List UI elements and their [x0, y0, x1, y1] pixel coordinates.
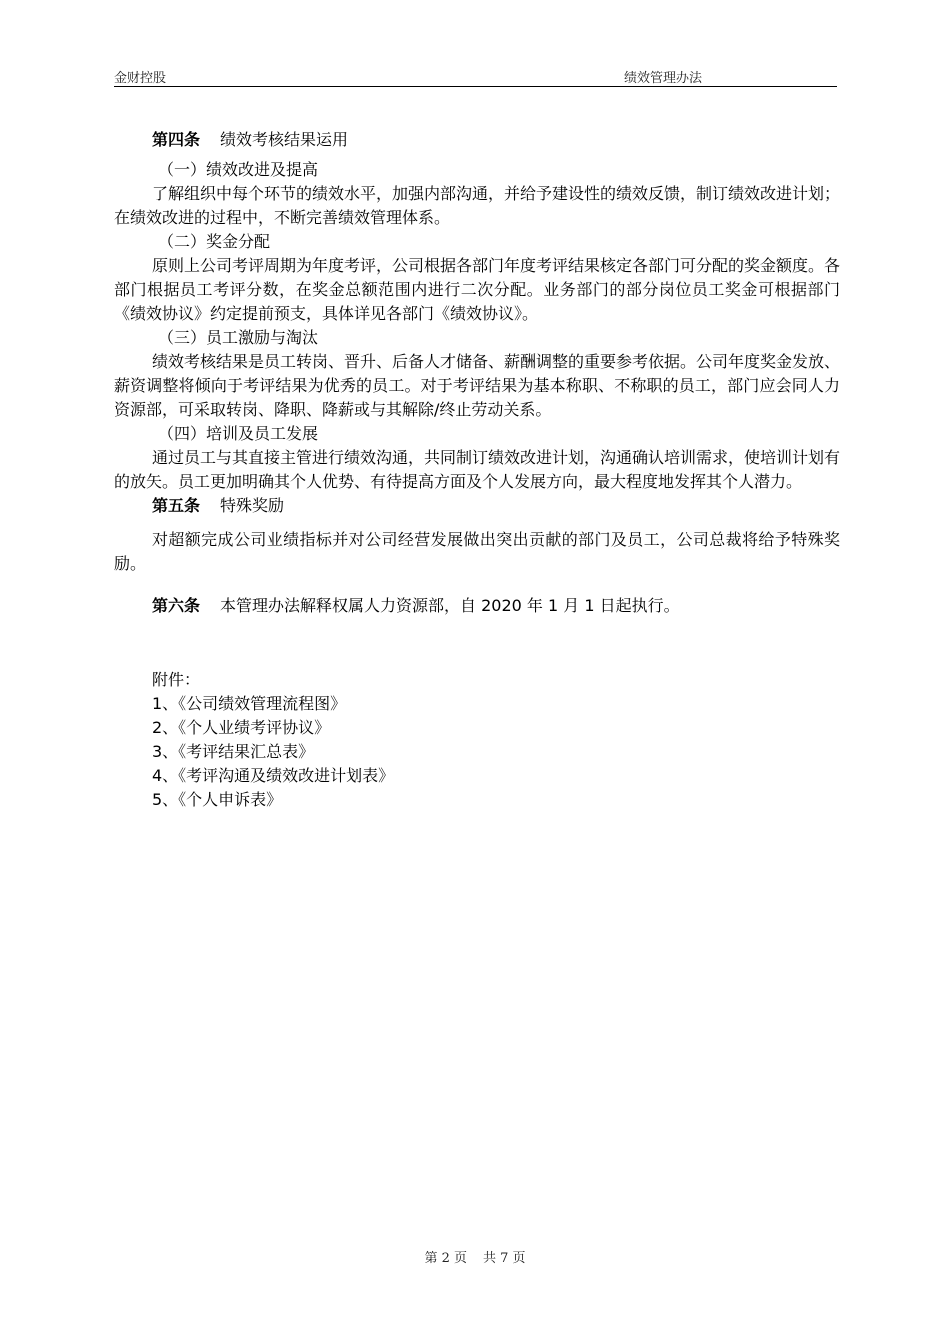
attachment-item: 5、《个人申诉表》 [152, 790, 283, 809]
article-6-text: 本管理办法解释权属人力资源部，自 2020 年 1 月 1 日起执行。 [220, 596, 680, 615]
article-5-number: 第五条 [152, 496, 201, 515]
page-header [114, 66, 837, 87]
subsection-2-heading: （二）奖金分配 [158, 232, 271, 251]
header-doc-title: 绩效管理办法 [624, 71, 703, 86]
subsection-2-body: 原则上公司考评周期为年度考评，公司根据各部门年度考评结果核定各部门可分配的奖金额度。各部门根据员工考评分数，在奖金总额范围内进行二次分配。业务部门的部分岗位员工奖金可根据部门《绩效协议》约定提前预支，具体详见各部门《绩效协议》。 [114, 256, 841, 323]
subsection-3-heading: （三）员工激励与淘汰 [158, 328, 319, 347]
document-body [114, 128, 840, 812]
article-5-title: 特殊奖励 [220, 496, 285, 515]
article-4-number: 第四条 [152, 130, 201, 149]
article-6-number: 第六条 [152, 596, 201, 615]
article-4-heading [114, 128, 840, 152]
subsection-3-body: 绩效考核结果是员工转岗、晋升、后备人才储备、薪酬调整的重要参考依据。公司年度奖金发放、薪资调整将倾向于考评结果为优秀的员工。对于考评结果为基本称职、不称职的员工，部门应会同人力资源部，可采取转岗、降职、降薪或与其解除/终止劳动关系。 [114, 352, 841, 419]
subsection-4-body: 通过员工与其直接主管进行绩效沟通，共同制订绩效改进计划，沟通确认培训需求，使培训计划有的放矢。员工更加明确其个人优势、有待提高方面及个人发展方向，最大程度地发挥其个人潜力。 [114, 448, 841, 491]
page-footer [0, 1247, 950, 1266]
page-total: 共 7 页 [483, 1251, 526, 1266]
attachment-item: 4、《考评沟通及绩效改进计划表》 [152, 766, 395, 785]
article-6-heading [114, 594, 840, 618]
article-5-heading [114, 494, 840, 518]
attachments-label: 附件： [152, 670, 201, 689]
header-company: 金财控股 [114, 71, 167, 86]
attachment-item: 1、《公司绩效管理流程图》 [152, 694, 347, 713]
attachment-item: 3、《考评结果汇总表》 [152, 742, 315, 761]
page-number: 第 2 页 [424, 1251, 467, 1266]
subsection-1-heading: （一）绩效改进及提高 [158, 160, 319, 179]
article-4-title: 绩效考核结果运用 [220, 130, 349, 149]
subsection-1-body: 了解组织中每个环节的绩效水平，加强内部沟通，并给予建设性的绩效反馈，制订绩效改进计划；在绩效改进的过程中，不断完善绩效管理体系。 [114, 184, 841, 227]
subsection-4-heading: （四）培训及员工发展 [158, 424, 319, 443]
attachment-item: 2、《个人业绩考评协议》 [152, 718, 331, 737]
article-5-body: 对超额完成公司业绩指标并对公司经营发展做出突出贡献的部门及员工，公司总裁将给予特殊奖励。 [114, 530, 840, 573]
